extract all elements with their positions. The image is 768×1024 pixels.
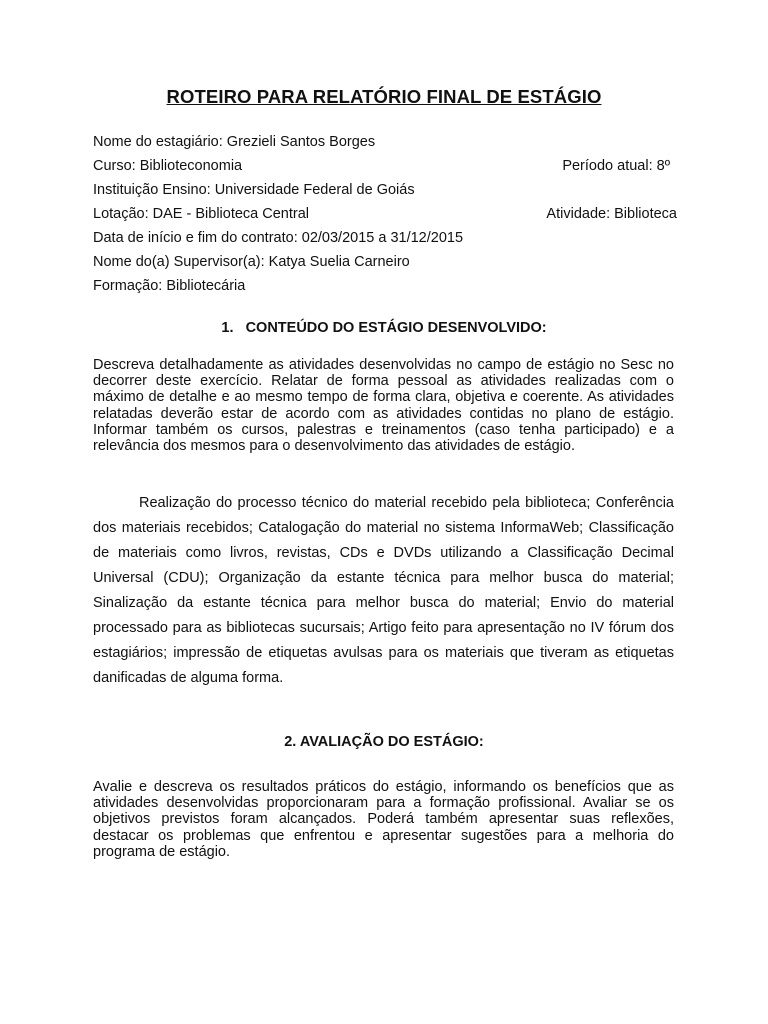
info-row-institution	[93, 178, 677, 202]
section-1-instructions: Descreva detalhadamente as atividades desenvolvidas no campo de estágio no Sesc no decorrer deste exercício. Relatar de forma pessoal as atividades realizadas com o máximo de detalhe e ao mesmo tempo de forma clara, objetiva e coerente. As atividades relatadas deverão estar de acordo com as atividades contidas no plano de estágio. Informar também os cursos, palestras e treinamentos (caso tenha participado) e a relevância dos mesmos para o desenvolvimento das atividades de estágio.	[93, 357, 674, 455]
course: Curso: Biblioteconomia	[93, 158, 243, 174]
current-period: Período atual: 8º	[562, 158, 670, 174]
info-row-dates	[93, 226, 677, 250]
contract-dates: Data de início e fim do contrato: 02/03/2015 a 31/12/2015	[93, 230, 464, 246]
supervisor: Nome do(a) Supervisor(a): Katya Suelia Carneiro	[93, 254, 410, 270]
info-row-placement	[93, 202, 677, 226]
document-title: ROTEIRO PARA RELATÓRIO FINAL DE ESTÁGIO	[166, 86, 602, 107]
info-row-name	[93, 130, 677, 154]
activity: Atividade: Biblioteca	[546, 206, 677, 222]
intern-name: Nome do estagiário: Grezieli Santos Borges	[93, 134, 376, 150]
info-row-course	[93, 154, 677, 178]
section-2-title: 2. AVALIAÇÃO DO ESTÁGIO:	[284, 734, 484, 750]
info-row-supervisor	[93, 250, 677, 274]
intern-info	[93, 130, 677, 298]
placement: Lotação: DAE - Biblioteca Central	[93, 206, 309, 222]
education: Formação: Bibliotecária	[93, 278, 246, 294]
section-2-instructions: Avalie e descreva os resultados práticos do estágio, informando os benefícios que as atividades desenvolvidas proporcionaram para a formação profissional. Avaliar se os objetivos previstos foram alcançados. Poderá também apresentar suas reflexões, destacar os problemas que enfrentou e apresentar sugestões para a melhoria do programa de estágio.	[93, 779, 674, 860]
section-1-answer: Realização do processo técnico do material recebido pela biblioteca; Conferência dos materiais recebidos; Catalogação do material no sistema InformaWeb; Classificação de materiais como livros, revistas, CDs e DVDs utilizando a Classificação Decimal Universal (CDU); Organização da estante técnica para melhor busca do material; Sinalização da estante técnica para melhor busca do material; Envio do material processado para as bibliotecas sucursais; Artigo feito para apresentação no IV fórum dos estagiários; impressão de etiquetas avulsas para os materiais que tiveram as etiquetas danificadas de alguma forma.	[93, 495, 674, 686]
info-row-education	[93, 274, 677, 298]
section-1-title: 1. CONTEÚDO DO ESTÁGIO DESENVOLVIDO:	[221, 320, 547, 336]
institution: Instituição Ensino: Universidade Federal de Goiás	[93, 182, 415, 198]
